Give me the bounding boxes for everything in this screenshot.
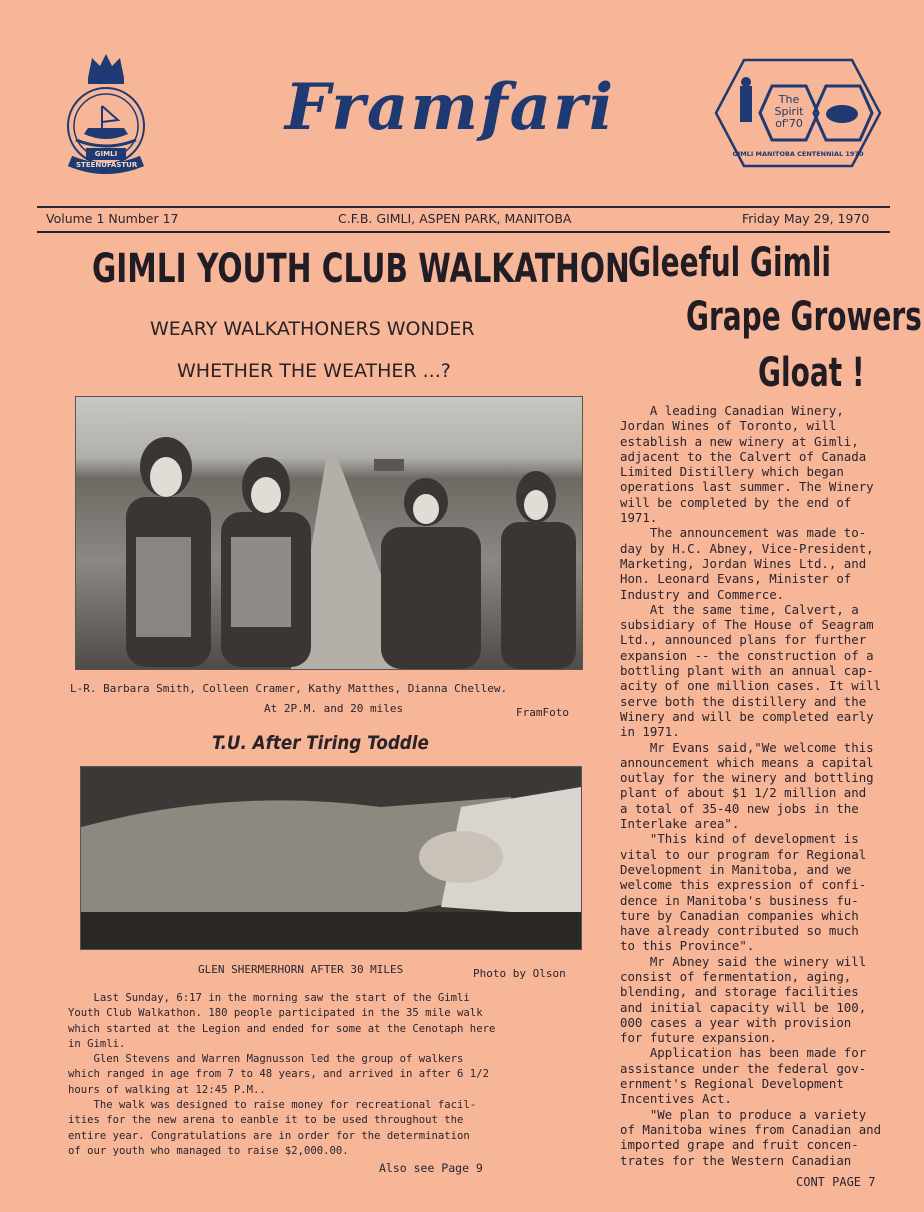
text-line: trates for the Western Canadian [620,1152,852,1168]
text-line: entire year. Congratulations are in order for the determination [68,1129,470,1142]
text-line: Interlake area". [620,816,740,832]
text-line: assistance under the federal gov- [620,1060,867,1076]
text-line: in Gimli. [68,1037,126,1050]
text-line: outlay for the winery and bottling [620,770,874,786]
text-line: subsidiary of The House of Seagram [620,617,874,633]
text-line: The walk was designed to raise money for recreational facil- [68,1099,477,1112]
text-line: blending, and storage facilities [620,984,859,1000]
text-line: Mr Evans said,"We welcome this [620,739,874,755]
text-line: which started at the Legion and ended for some at the Cenotaph here [68,1022,496,1035]
masthead-title: Framfari [284,70,616,145]
issue-date: Friday May 29, 1970 [742,211,870,226]
volume-number: Volume 1 Number 17 [46,211,179,226]
text-line: and initial capacity will be 100, [620,999,867,1015]
text-line: which ranged in age from 7 to 48 years, and arrived in after 6 1/2 [68,1068,489,1081]
text-line: Development in Manitoba, and we [620,861,852,877]
winery-headline-1: Gleeful Gimli [628,240,831,286]
text-line: Limited Distillery which began [620,464,844,480]
walkers-photo [75,396,583,670]
text-line: Last Sunday, 6:17 in the morning saw the start of the Gimli [68,992,470,1004]
text-line: of our youth who managed to raise $2,000.00. [68,1144,349,1157]
walkathon-headline: GIMLI YOUTH CLUB WALKATHON [92,246,630,292]
svg-text:of'70: of'70 [775,117,803,130]
walkathon-subhead-2: WHETHER THE WEATHER ...? [177,360,451,382]
text-line: expansion -- the construction of a [620,647,874,663]
text-line: to this Province". [620,938,755,954]
centennial-logo [714,58,882,168]
text-line: "We plan to produce a variety [620,1106,867,1122]
sleeping-walker-photo [80,766,582,950]
text-line: welcome this expression of confi- [620,877,867,893]
text-line: will be completed by the end of [620,494,852,510]
photo2-credit: Photo by Olson [473,967,566,980]
svg-text:GIMLI MANITOBA CENTENNIAL 1970: GIMLI MANITOBA CENTENNIAL 1970 [732,150,864,158]
text-line: Incentives Act. [620,1091,732,1107]
text-line: imported grape and fruit concen- [620,1137,859,1153]
text-line: Winery and will be completed early [620,708,874,724]
text-line: Jordan Wines of Toronto, will [620,418,837,434]
text-line: consist of fermentation, aging, [620,968,852,984]
text-line: ities for the new arena to eanble it to be used throughout the [68,1114,464,1127]
text-line: Hon. Leonard Evans, Minister of [620,571,852,587]
text-line: Application has been made for [620,1045,867,1061]
text-line: announcement which means a capital [620,754,874,770]
text-line: adjacent to the Calvert of Canada [620,448,867,464]
text-line: Youth Club Walkathon. 180 people participated in the 35 mile walk [68,1007,483,1020]
text-line: Industry and Commerce. [620,586,785,602]
text-line: establish a new winery at Gimli, [620,433,859,449]
text-line: in 1971. [620,724,680,740]
winery-headline-2: Grape Growers [686,294,922,340]
text-line: At the same time, Calvert, a [620,601,859,617]
photo2-title: T.U. After Tiring Toddle [212,732,429,754]
photo2-caption: GLEN SHERMERHORN AFTER 30 MILES [198,963,404,976]
location: C.F.B. GIMLI, ASPEN PARK, MANITOBA [338,211,572,226]
walkathon-body [68,991,495,1159]
text-line: ernment's Regional Development [620,1076,844,1092]
svg-text:The: The [778,93,800,106]
walkathon-subhead-1: WEARY WALKATHONERS WONDER [150,318,475,340]
text-line: day by H.C. Abney, Vice-President, [620,540,874,556]
svg-text:Spirit: Spirit [774,105,804,118]
text-line: have already contributed so much [620,923,859,939]
text-line: serve both the distillery and the [620,693,867,709]
text-line: acity of one million cases. It will [620,678,882,694]
text-line: Glen Stevens and Warren Magnusson led the group of walkers [68,1053,464,1066]
crest-motto: GIMLI STEENUFASTUR [76,150,138,169]
text-line: of Manitoba wines from Canadian and [620,1121,882,1137]
text-line: 1971. [620,510,658,526]
photo1-caption-2: At 2P.M. and 20 miles [264,702,404,715]
text-line: bottling plant with an annual cap- [620,663,874,679]
text-line: ture by Canadian companies which [620,907,859,923]
text-line: dence in Manitoba's business fu- [620,892,859,908]
text-line: 000 cases a year with provision [620,1014,852,1030]
see-also: Also see Page 9 [379,1161,483,1175]
text-line: plant of about $1 1/2 million and [620,785,867,801]
bottom-rule [37,231,890,233]
photo1-caption: L-R. Barbara Smith, Colleen Cramer, Kathy Matthes, Dianna Chellew. [70,682,508,695]
top-rule [37,206,890,208]
winery-body [620,403,881,1168]
text-line: Ltd., announced plans for further [620,632,867,648]
continued-page: CONT PAGE 7 [796,1175,876,1189]
text-line: a total of 35-40 new jobs in the [620,800,859,816]
text-line: "This kind of development is [620,831,859,847]
text-line: Mr Abney said the winery will [620,953,867,969]
text-line: for future expansion. [620,1030,777,1046]
winery-headline-3: Gloat ! [758,350,865,396]
text-line: Marketing, Jordan Wines Ltd., and [620,555,867,571]
text-line: vital to our program for Regional [620,846,867,862]
photo1-credit: FramFoto [516,706,569,719]
text-line: hours of walking at 12:45 P.M.. [68,1083,266,1096]
text-line: The announcement was made to- [620,525,867,541]
text-line: A leading Canadian Winery, [620,403,844,418]
text-line: operations last summer. The Winery [620,479,874,495]
